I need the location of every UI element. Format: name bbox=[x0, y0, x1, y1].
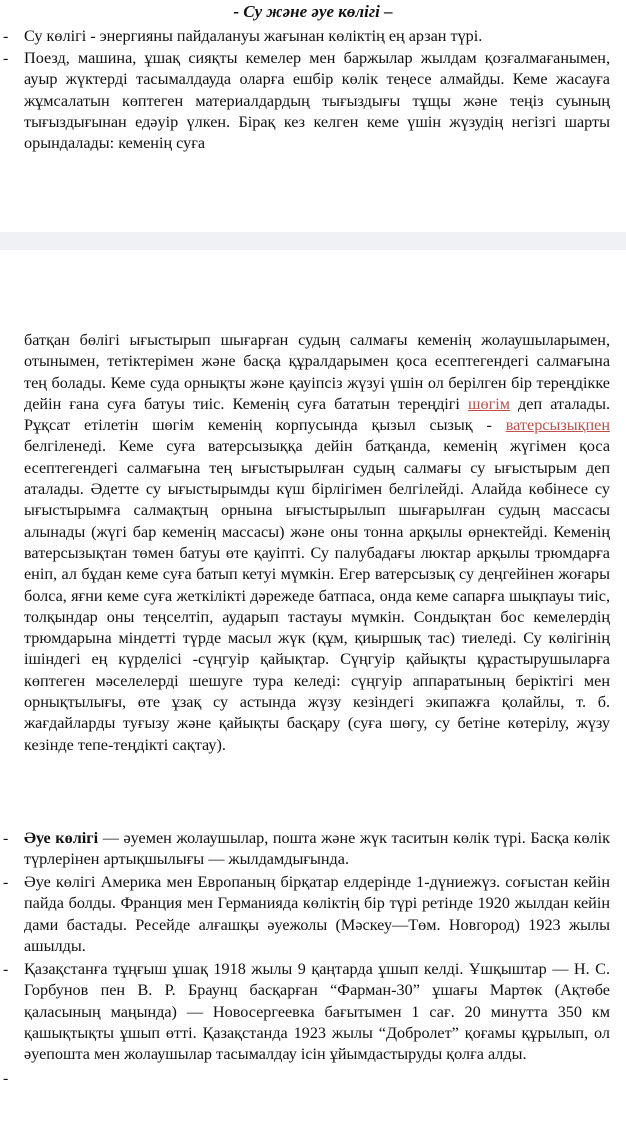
link-shogim[interactable]: шөгім bbox=[468, 394, 510, 413]
link-watersyzyk[interactable]: ватерсызықпен bbox=[505, 416, 610, 435]
bullet-marker: - bbox=[3, 961, 9, 978]
paragraph-displacement bbox=[24, 330, 610, 756]
paragraph-air-transport bbox=[24, 828, 610, 871]
paragraph-water-intro: Су көлігі - энергияны пайдалануы жағынан көліктің ең арзан түрі. bbox=[24, 27, 483, 45]
page-separator bbox=[0, 232, 626, 250]
paragraph-text: белгіленеді. Кеме суға ватерсызыққа дейін батқанда, кеменің жүгімен қоса есептегендегі салмағына тең ығыстырылған судың салмағы су ығыстырым деп аталады. Әдетте су ығыстырымды күш бірлігімен белгілейді. Алайда көбінесе су ығыстырымға салмақтың орнына ығыстырылып шығарылған судың массасы алынады (жүгі бар кеменің массасы) және оны тонна арқылы өрнектейді. Кеменің ватерсызықтан төмен батуы өте қауіпті. Су палубадағы люктар арқылы трюмдарға еніп, ал бұдан кеме суға батып кетуі мүмкін. Егер ватерсызық су деңгейінен жоғары болса, яғни кеме суға жеткілікті дәрежеде батпаса, онда кеме сапарға шықпауы тиіс, толқындар оны теңселтіп, аударып тастауы мүмкін. Сондықтан бос кемелердің трюмдарына міндетті түрде масыл жүк (құм, қиыршық тас) тиеледі. Су көлігінің ішіндегі ең күрделісі -сүңгуір қайықтар. Сүңгуір қайықты құрастырушыларға көптеген мәселелерді шешуге тура келеді: сүңгуір аппаратының беріктігі мен орнықтылығы, өте ұзақ су астында жүзу кезіндегі экипажға қолайлы, т. б. жағдайларды туғызу және қайықты басқару (суға шөгу, су бетіне көтерілу, жүзу кезінде тепе-теңдікті сақтау). bbox=[24, 437, 610, 754]
bullet-marker: - bbox=[3, 1070, 9, 1087]
paragraph-text: батқан бөлігі ығыстырып шығарған судың салмағы кеменің жолаушыларымен, отынымен, тетіктерімен және басқа құралдарымен қоса есептегендегі салмағына тең болады. Кеме суда орнықты және қауіпсіз жүзуі үшін ол берілген бір тереңдікке дейін ғана суға батуы тиіс. Кеменің суға бататын тереңдігі bbox=[24, 331, 610, 413]
document-page-top bbox=[0, 0, 626, 232]
bullet-marker: - bbox=[3, 50, 9, 67]
bullet-marker: - bbox=[3, 830, 9, 847]
bullet-marker: - bbox=[3, 874, 9, 891]
paragraph-text: — әуемен жолаушылар, пошта және жүк таситын көлік түрі. Басқа көлік түрлерінен артықшылығы — жылдамдығында. bbox=[24, 829, 610, 869]
bold-term: Әуе көлігі bbox=[24, 829, 99, 847]
bullet-marker: - bbox=[3, 28, 9, 45]
paragraph-air-history: Әуе көлігі Америка мен Европаның бірқатар елдерінде 1-дүниежүз. соғыстан кейін пайда болды. Франция мен Германияда көліктің бір түрі ретінде 1920 жылдан кейін дами бастады. Ресейде алғашқы әуежолы (Мәскеу—Төм. Новгород) 1923 жылы ашылды. bbox=[24, 873, 610, 955]
document-page-bottom bbox=[0, 250, 626, 1125]
paragraph-ships: Поезд, машина, ұшақ сияқты кемелер мен баржылар жылдам қозғалмағанымен, ауыр жүктерді тасымалдауда оларға ешбір көлік теңесе алмайды. Кеме жасауға жұмсалатын көптеген материалдардың тығыздығы тұщы және теңіз суының тығыздығынан едәуір үлкен. Бірақ кез келген кеме үшін жүзудің негізгі шарты орындалады: кеменің суға bbox=[24, 49, 610, 153]
paragraph-kazakhstan-flight: Қазақстанға тұңғыш ұшақ 1918 жылы 9 қаңтарда ұшып келді. Ұшқыштар — Н. С. Горбунов пен В. Р. Браунц басқарған “Фарман-30” ұшағы Мартөк (Ақтөбе қаласының маңында) — Новосергеевка бағытымен 1 сағ. 20 минутта 350 км қашықтықты ұшып өтті. Қазақстанда 1923 жылы “Добролет” қоғамы құрылып, ол әуепошта мен жолаушылар тасымалдау ісін ұйымдастыруды қолға алды. bbox=[24, 960, 610, 1064]
section-title: - Су және әуе көлігі – bbox=[233, 2, 393, 21]
paragraph-text: деп аталады. Рұқсат етілетін шөгім кеменің корпусында қызыл сызық - bbox=[24, 394, 610, 435]
